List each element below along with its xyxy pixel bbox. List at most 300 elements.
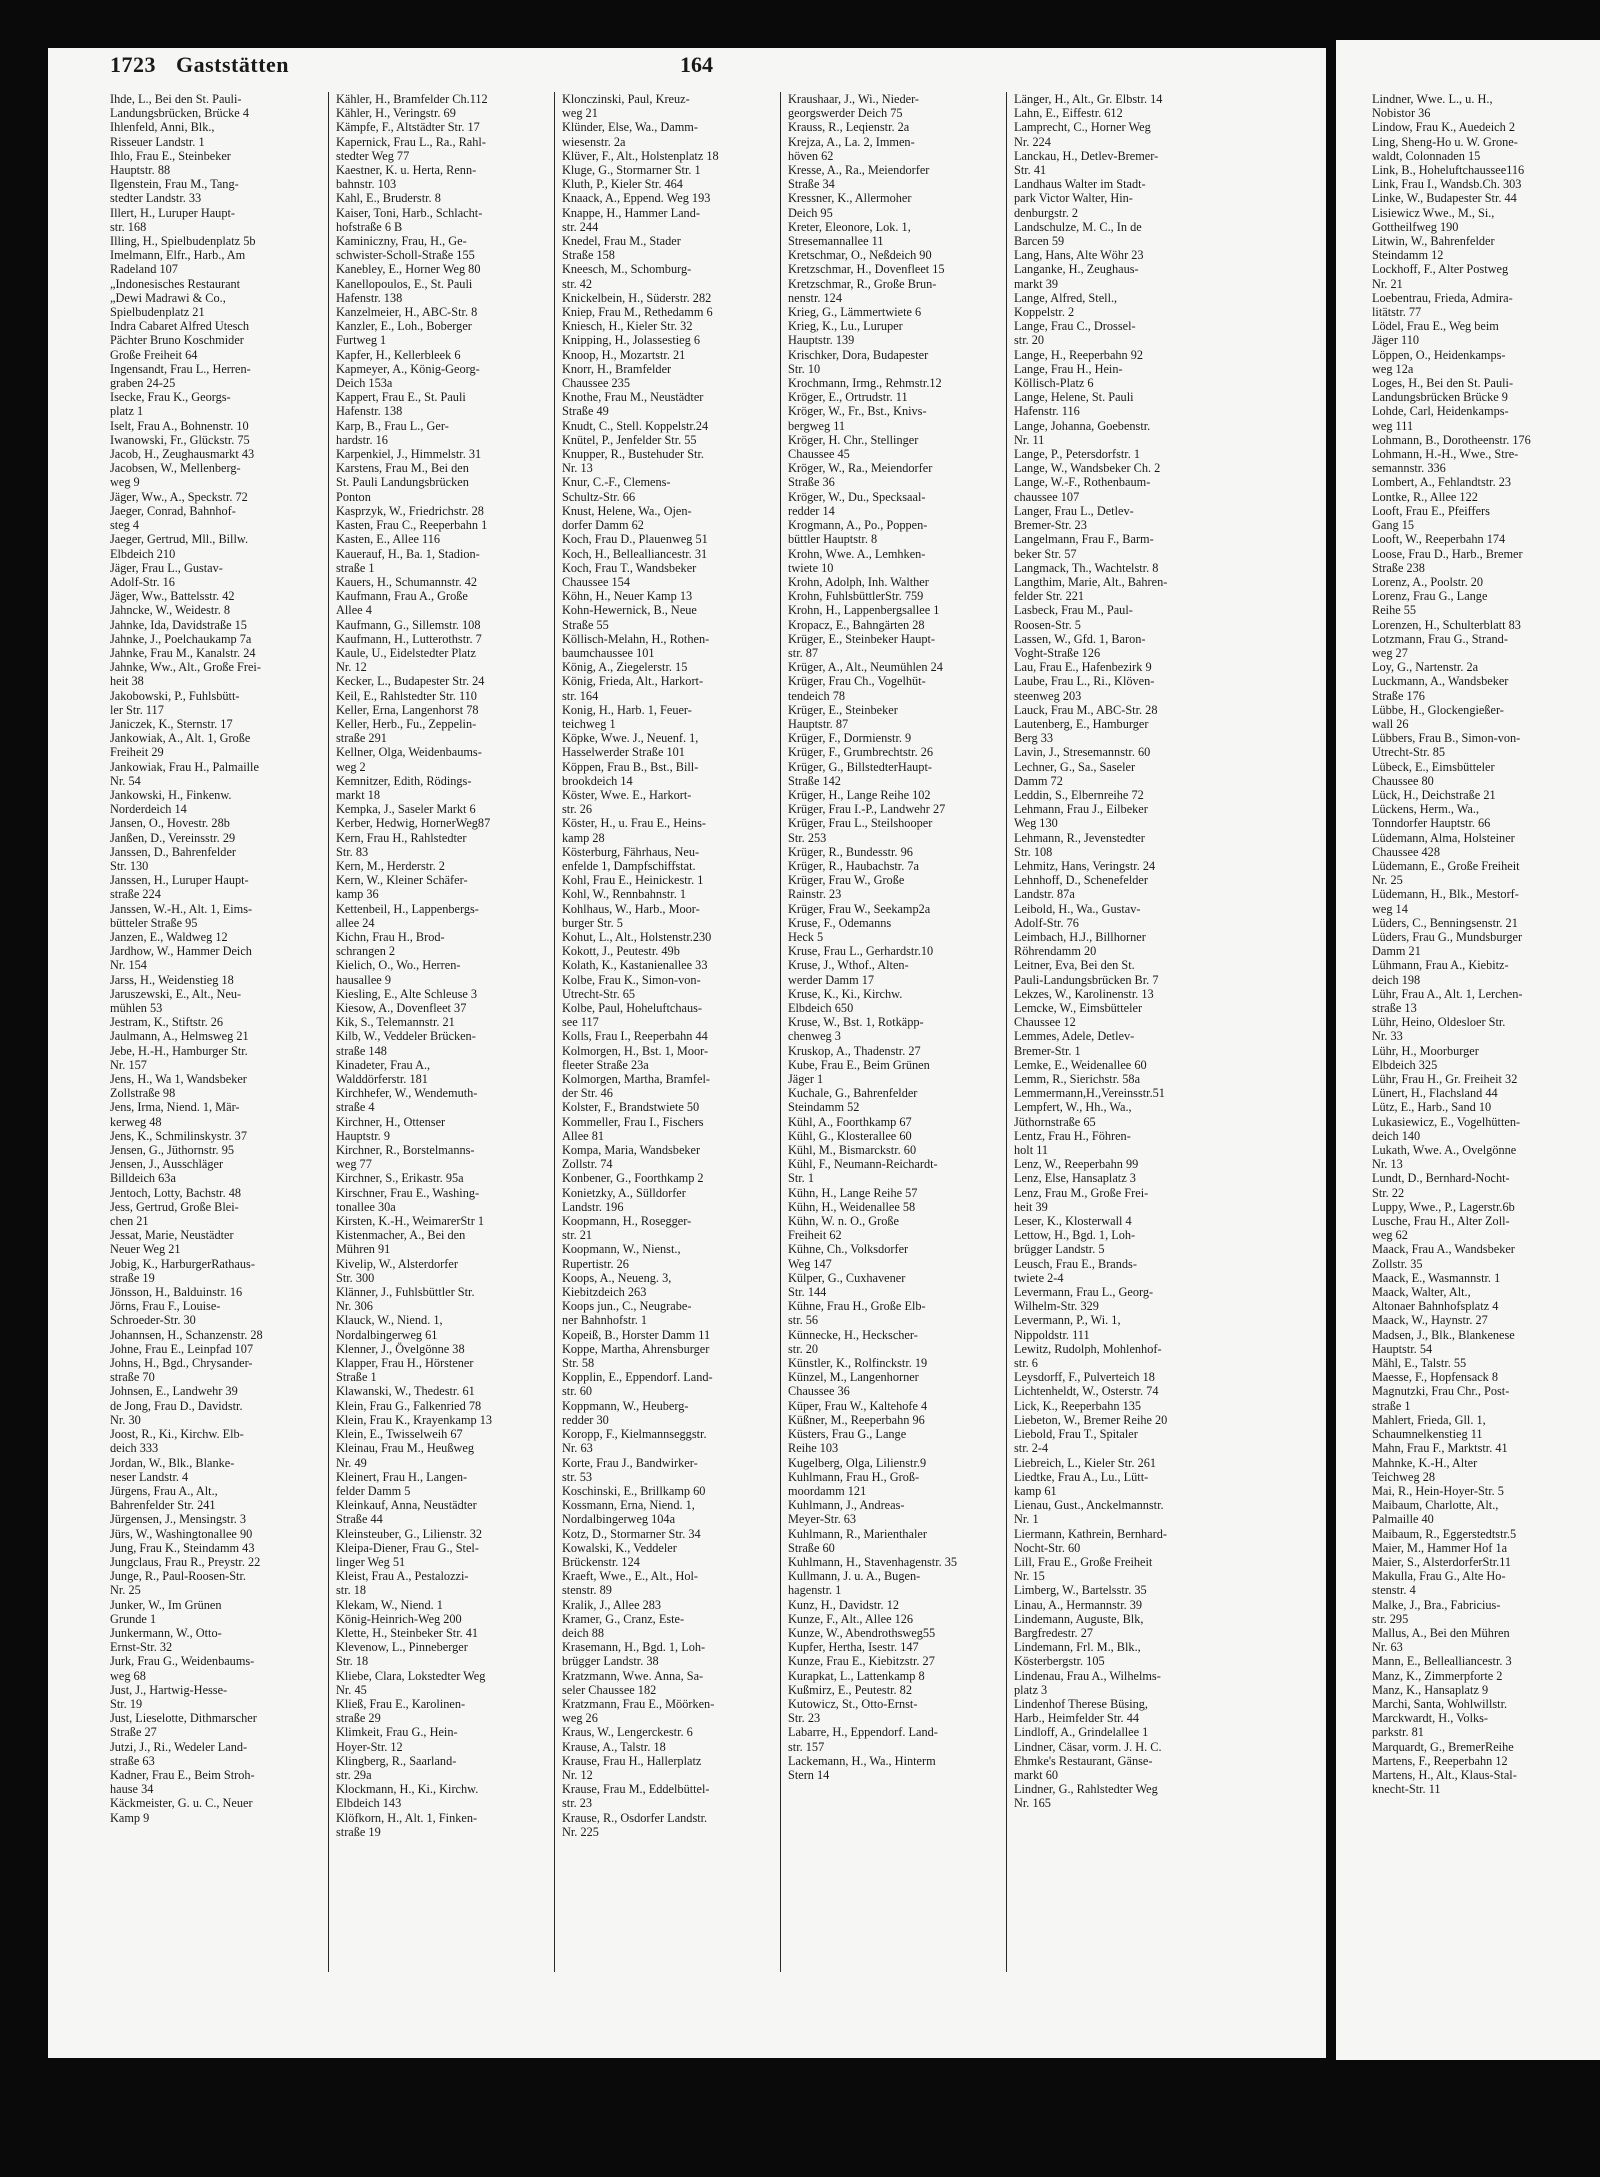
directory-entry-line: „Dewi Madrawi & Co.,: [110, 290, 226, 305]
directory-entry-line: Landstr. 87a: [1014, 887, 1075, 902]
directory-entry-line: Klein, Frau K., Krayenkamp 13: [336, 1412, 493, 1427]
directory-entry-line: Straße 1: [336, 1370, 377, 1385]
directory-entry-line: straße 19: [110, 1270, 155, 1285]
directory-entry-line: Langmack, Th., Wachtelstr. 8: [1014, 560, 1159, 575]
directory-entry-line: Jüthornstraße 65: [1014, 1114, 1096, 1129]
directory-entry-line: König, Frieda, Alt., Harkort-: [562, 674, 704, 689]
directory-entry-line: Straße 176: [1372, 688, 1425, 703]
directory-entry-line: Kivelip, W., Alsterdorfer: [336, 1256, 458, 1271]
directory-entry-line: str. 21: [562, 1228, 593, 1243]
directory-entry-line: Langer, Frau L., Detlev-: [1014, 503, 1134, 518]
directory-entry-line: Krüger, A., Alt., Neumühlen 24: [788, 660, 943, 675]
directory-entry-line: Langthim, Marie, Alt., Bahren-: [1014, 574, 1168, 589]
directory-entry-line: Keil, E., Rahlstedter Str. 110: [336, 688, 477, 703]
directory-entry-line: Chaussee 36: [788, 1384, 850, 1399]
directory-entry-line: straße 224: [110, 887, 161, 902]
column-divider: [1006, 92, 1007, 1972]
directory-entry-line: Kerber, Hedwig, HornerWeg87: [336, 816, 491, 831]
directory-entry-line: Elbdeich 325: [1372, 1057, 1438, 1072]
directory-entry-line: Lorenz, Frau G., Lange: [1372, 589, 1488, 604]
directory-entry-line: Krieg, G., Lämmertwiete 6: [788, 305, 922, 320]
directory-entry-line: Lindner, Cäsar, vorm. J. H. C.: [1014, 1739, 1162, 1754]
directory-entry-line: Janßen, D., Vereinsstr. 29: [110, 830, 236, 845]
directory-entry-line: weg 27: [1372, 645, 1408, 660]
directory-entry-line: Knoop, H., Mozartstr. 21: [562, 347, 686, 362]
directory-entry-line: fleeter Straße 23a: [562, 1057, 649, 1072]
directory-entry-line: Köster, Wwe. E., Harkort-: [562, 787, 692, 802]
directory-entry-line: Lackemann, H., Wa., Hinterm: [788, 1753, 936, 1768]
directory-entry-line: Lüdemann, E., Große Freiheit: [1372, 858, 1520, 873]
directory-entry-line: Kressner, K., Allermoher: [788, 191, 912, 206]
directory-entry-line: Kern, Frau H., Rahlstedter: [336, 830, 467, 845]
directory-entry-line: felder Str. 221: [1014, 589, 1085, 604]
directory-entry-line: Konbener, G., Foorthkamp 2: [562, 1171, 704, 1186]
directory-entry-line: Kruse, K., Ki., Kirchw.: [788, 986, 903, 1001]
directory-entry-line: Lehmann, Frau J., Eilbeker: [1014, 802, 1148, 817]
directory-entry-line: Kleinau, Frau M., Heußweg: [336, 1441, 474, 1456]
directory-entry-line: Lange, W., Wandsbeker Ch. 2: [1014, 461, 1161, 476]
directory-entry-line: Nr. 25: [1372, 873, 1403, 888]
directory-entry-line: markt 60: [1014, 1767, 1059, 1782]
column-divider: [780, 92, 781, 1972]
directory-entry-line: Brückenstr. 124: [562, 1554, 640, 1569]
directory-entry-line: Kanzelmeier, H., ABC-Str. 8: [336, 305, 478, 320]
directory-entry-line: Kuhlmann, H., Stavenhagenstr. 35: [788, 1554, 958, 1569]
directory-entry-line: Str. 130: [110, 858, 149, 873]
directory-entry-line: teichweg 1: [562, 716, 616, 731]
directory-entry-line: Krüger, Frau W., Seekamp2a: [788, 901, 931, 916]
directory-entry-line: Kadner, Frau E., Beim Stroh-: [110, 1767, 255, 1782]
directory-entry-line: Utrecht-Str. 65: [562, 986, 636, 1001]
directory-entry-line: Hauptstr. 139: [788, 333, 855, 348]
directory-entry-line: Straße 44: [336, 1512, 383, 1527]
directory-entry-line: Str. 108: [1014, 844, 1053, 859]
directory-entry-line: Langelmann, Frau F., Barm-: [1014, 532, 1154, 547]
directory-entry-line: Kraushaar, J., Wi., Nieder-: [788, 92, 920, 106]
directory-entry-line: Lill, Frau E., Große Freiheit: [1014, 1554, 1153, 1569]
directory-entry-line: steg 4: [110, 518, 140, 533]
directory-entry-line: platz 3: [1014, 1682, 1048, 1697]
directory-entry-line: Lohde, Carl, Heidenkamps-: [1372, 404, 1509, 419]
directory-entry-line: Lassen, W., Gfd. 1, Baron-: [1014, 631, 1146, 646]
directory-entry-line: Lindloff, A., Grindelallee 1: [1014, 1725, 1149, 1740]
directory-entry-line: Jens, Irma, Niend. 1, Mär-: [110, 1100, 240, 1115]
directory-entry-line: Kruse, Frau L., Gerhardstr.10: [788, 944, 934, 959]
directory-entry-line: Lange, Helene, St. Pauli: [1014, 390, 1134, 405]
directory-entry-line: nenstr. 124: [788, 290, 842, 305]
directory-entry-line: Nr. 154: [110, 958, 147, 973]
directory-entry-line: Kiesow, A., Dovenfleet 37: [336, 1001, 467, 1015]
directory-entry-line: linger Weg 51: [336, 1554, 406, 1569]
directory-entry-line: Klöfkorn, H., Alt. 1, Finken-: [336, 1810, 478, 1825]
directory-entry-line: Jahnke, Frau M., Kanalstr. 24: [110, 645, 256, 660]
directory-entry-line: Kuhlmann, R., Marienthaler: [788, 1526, 927, 1541]
directory-entry-line: straße 29: [336, 1711, 381, 1726]
directory-entry-line: straße 291: [336, 731, 387, 746]
directory-entry-line: Koschinski, E., Brillkamp 60: [562, 1483, 706, 1498]
directory-entry-line: Krohn, Wwe. A., Lemhken-: [788, 546, 926, 561]
directory-entry-line: Kleist, Frau A., Pestalozzi-: [336, 1569, 469, 1584]
directory-entry-line: straße 63: [110, 1753, 155, 1768]
directory-entry-line: Kraeft, Wwe., E., Alt., Hol-: [562, 1569, 699, 1584]
directory-entry-line: Kempka, J., Saseler Markt 6: [336, 802, 476, 817]
directory-entry-line: Radeland 107: [110, 262, 178, 277]
directory-entry-line: Lick, K., Reeperbahn 135: [1014, 1398, 1142, 1413]
directory-entry-line: Kuhlmann, Frau H., Groß-: [788, 1469, 920, 1484]
directory-entry-line: Lisiewicz Wwe., M., Si.,: [1372, 205, 1495, 220]
directory-entry-line: Klenner, J., Övelgönne 38: [336, 1341, 465, 1356]
directory-entry-line: straße 19: [336, 1824, 381, 1839]
directory-entry-line: Kniep, Frau M., Rethedamm 6: [562, 305, 713, 320]
directory-entry-line: str. 60: [562, 1384, 593, 1399]
directory-entry-line: Krohn, Adolph, Inh. Walther: [788, 574, 929, 589]
directory-entry-line: straße 13: [1372, 1001, 1417, 1015]
directory-entry-line: Nr. 30: [110, 1412, 141, 1427]
directory-entry-line: Jaulmann, A., Helmsweg 21: [110, 1029, 249, 1044]
directory-entry-line: Kruskop, A., Thadenstr. 27: [788, 1043, 921, 1058]
directory-entry-line: der Str. 46: [562, 1086, 613, 1101]
directory-entry-line: Krogmann, A., Po., Poppen-: [788, 518, 928, 533]
directory-entry-line: Kröger, E., Ortrudstr. 11: [788, 390, 908, 405]
directory-entry-line: Lüders, C., Benningsenstr. 21: [1372, 915, 1518, 930]
directory-entry-line: Steindamm 52: [788, 1100, 860, 1115]
directory-entry-line: Jordan, W., Blk., Blanke-: [110, 1455, 235, 1470]
directory-entry-line: Nr. 157: [110, 1057, 147, 1072]
directory-entry-line: str. 53: [562, 1469, 593, 1484]
directory-entry-line: Lanckau, H., Detlev-Bremer-: [1014, 148, 1159, 163]
directory-entry-line: Deich 153a: [336, 376, 393, 391]
directory-entry-line: Lewitz, Rudolph, Mohlenhof-: [1014, 1341, 1162, 1356]
directory-entry-line: Ingensandt, Frau L., Herren-: [110, 361, 251, 376]
directory-entry-line: Lasbeck, Frau M., Paul-: [1014, 603, 1133, 618]
directory-entry-line: Maier, M., Hammer Hof 1a: [1372, 1540, 1508, 1555]
directory-entry-line: Kniesch, H., Kieler Str. 32: [562, 319, 693, 334]
directory-entry-line: hofstraße 6 B: [336, 219, 403, 234]
directory-entry-line: Lehmitz, Hans, Veringstr. 24: [1014, 858, 1156, 873]
directory-entry-line: Nr. 45: [336, 1682, 367, 1697]
directory-entry-line: weg 26: [562, 1711, 598, 1726]
directory-entry-line: Heck 5: [788, 929, 824, 944]
directory-entry-line: kamp 36: [336, 887, 379, 902]
directory-entry-line: Roosen-Str. 5: [1014, 617, 1081, 632]
directory-entry-line: Landschulze, M. C., In de: [1014, 219, 1142, 234]
directory-entry-line: Looft, W., Reeperbahn 174: [1372, 532, 1506, 547]
directory-entry-line: Lübbe, H., Glockengießer-: [1372, 702, 1504, 717]
directory-entry-line: Bremer-Str. 23: [1014, 518, 1087, 533]
directory-entry-line: Landstr. 196: [562, 1199, 624, 1214]
directory-entry-line: Lienau, Gust., Anckelmannstr.: [1014, 1498, 1164, 1513]
directory-entry-line: Str. 58: [562, 1356, 595, 1371]
directory-entry-line: Lödel, Frau E., Weg beim: [1372, 319, 1499, 334]
directory-entry-line: Lühmann, Frau A., Kiebitz-: [1372, 958, 1509, 973]
directory-entry-line: Jobig, K., HarburgerRathaus-: [110, 1256, 255, 1271]
directory-entry-line: Klingberg, R., Saarland-: [336, 1753, 457, 1768]
directory-entry-line: heit 39: [1014, 1199, 1048, 1214]
directory-entry-line: büttler Hauptstr. 8: [788, 532, 878, 547]
directory-entry-line: stedter Weg 77: [336, 148, 410, 163]
directory-entry-line: Nr. 1: [1014, 1512, 1039, 1527]
directory-entry-line: Jess, Gertrud, Große Blei-: [110, 1199, 239, 1214]
directory-entry-line: Weg 130: [1014, 816, 1058, 831]
directory-entry-line: Jäger, Frau L., Gustav-: [110, 560, 223, 575]
directory-entry-line: Jäger 1: [788, 1072, 824, 1087]
directory-entry-line: Hauptstr. 9: [336, 1128, 390, 1143]
directory-entry-line: Magnutzki, Frau Chr., Post-: [1372, 1384, 1510, 1399]
directory-entry-line: Damm 72: [1014, 773, 1063, 788]
directory-entry-line: Weg 147: [788, 1256, 832, 1271]
directory-entry-line: Liermann, Kathrein, Bernhard-: [1014, 1526, 1167, 1541]
directory-entry-line: Jürgens, Frau A., Alt.,: [110, 1483, 218, 1498]
directory-entry-line: de Jong, Frau D., Davidstr.: [110, 1398, 243, 1413]
directory-entry-line: Lühr, H., Moorburger: [1372, 1043, 1479, 1058]
directory-entry-line: Kolbe, Paul, Hoheluftchaus-: [562, 1001, 703, 1015]
directory-entry-line: Krüger, Frau L., Steilshooper: [788, 816, 933, 831]
directory-entry-line: Just, J., Hartwig-Hesse-: [110, 1682, 228, 1697]
directory-entry-line: Kratzmann, Frau E., Möörken-: [562, 1696, 715, 1711]
directory-entry-line: Str. 18: [336, 1654, 369, 1669]
directory-entry-line: brügger Landstr. 38: [562, 1654, 659, 1669]
directory-entry-line: Lehnhoff, D., Schenefelder: [1014, 873, 1148, 888]
directory-entry-line: weg 77: [336, 1157, 372, 1172]
directory-entry-line: Klimkeit, Frau G., Hein-: [336, 1725, 458, 1740]
directory-entry-line: Koch, Frau T., Wandsbeker: [562, 560, 697, 575]
directory-entry-line: Liebreich, L., Kieler Str. 261: [1014, 1455, 1157, 1470]
directory-entry-line: Spielbudenplatz 21: [110, 305, 205, 320]
directory-entry-line: Krüger, H., Lange Reihe 102: [788, 787, 931, 802]
directory-entry-line: Lückens, Herm., Wa.,: [1372, 802, 1480, 817]
directory-entry-line: Länger, H., Alt., Gr. Elbstr. 14: [1014, 92, 1163, 106]
directory-entry-line: Kolmorgen, Martha, Bramfel-: [562, 1072, 710, 1087]
directory-entry-line: Lütz, E., Harb., Sand 10: [1372, 1100, 1492, 1115]
directory-entry-line: Lorenzen, H., Schulterblatt 83: [1372, 617, 1521, 632]
directory-entry-line: hardstr. 16: [336, 432, 388, 447]
directory-entry-line: Lavin, J., Stresemannstr. 60: [1014, 745, 1151, 760]
directory-entry-line: deich 198: [1372, 972, 1421, 987]
directory-entry-line: Mahnke, K.-H., Alter: [1372, 1455, 1478, 1470]
directory-entry-line: Krause, Frau H., Hallerplatz: [562, 1753, 702, 1768]
directory-entry-line: deich 88: [562, 1625, 605, 1640]
directory-entry-line: Nocht-Str. 60: [1014, 1540, 1081, 1555]
directory-entry-line: chaussee 107: [1014, 489, 1080, 504]
directory-entry-line: Kühl, M., Bismarckstr. 60: [788, 1143, 917, 1158]
directory-entry-line: Damm 21: [1372, 944, 1421, 959]
directory-entry-line: Krohn, H., Lappenbergsallee 1: [788, 603, 940, 618]
directory-entry-line: Nippoldstr. 111: [1014, 1327, 1090, 1342]
directory-entry-line: Krauss, R., Leqienstr. 2a: [788, 120, 910, 135]
directory-entry-line: brookdeich 14: [562, 773, 633, 788]
directory-entry-line: Kliebe, Clara, Lokstedter Weg: [336, 1668, 486, 1683]
directory-entry-line: Rupertistr. 26: [562, 1256, 629, 1271]
directory-entry-line: Pauli-Landungsbrücken Br. 7: [1014, 972, 1159, 987]
directory-entry-line: baumchaussee 101: [562, 645, 655, 660]
directory-entry-line: Freiheit 29: [110, 745, 164, 760]
directory-entry-line: Marchi, Santa, Wohlwillstr.: [1372, 1696, 1508, 1711]
directory-entry-line: Leser, K., Klosterwall 4: [1014, 1214, 1132, 1229]
directory-entry-line: Liedtke, Frau A., Lu., Lütt-: [1014, 1469, 1149, 1484]
directory-entry-line: Kapfer, H., Kellerbleek 6: [336, 347, 461, 362]
directory-entry-line: Joost, R., Ki., Kirchw. Elb-: [110, 1427, 244, 1442]
directory-entry-line: Lohmann, H.-H., Wwe., Stre-: [1372, 447, 1519, 462]
directory-entry-line: Koch, Frau D., Plauenweg 51: [562, 532, 708, 547]
directory-entry-line: Keller, Herb., Fu., Zeppelin-: [336, 716, 477, 731]
directory-entry-line: str. 23: [562, 1796, 593, 1811]
directory-entry-line: Straße 55: [562, 617, 609, 632]
directory-entry-line: Illing, H., Spielbudenplatz 5b: [110, 234, 256, 249]
directory-entry-line: Kanzler, E., Loh., Boberger: [336, 319, 472, 334]
directory-entry-line: Kühn, H., Weidenallee 58: [788, 1199, 916, 1214]
directory-entry-line: Klonczinski, Paul, Kreuz-: [562, 92, 690, 106]
directory-entry-line: Jaruszewski, E., Alt., Neu-: [110, 986, 242, 1001]
directory-entry-line: georgswerder Deich 75: [788, 106, 903, 121]
directory-entry-line: Jutzi, J., Ri., Wedeler Land-: [110, 1739, 248, 1754]
directory-entry-line: Kanebley, E., Horner Weg 80: [336, 262, 481, 277]
directory-entry-line: Kistenmacher, A., Bei den: [336, 1228, 466, 1243]
directory-entry-line: markt 18: [336, 787, 381, 802]
directory-entry-line: Str. 10: [788, 361, 821, 376]
directory-entry-line: Ihlo, Frau E., Steinbeker: [110, 148, 231, 163]
directory-entry-line: Jung, Frau K., Steindamm 43: [110, 1540, 255, 1555]
directory-entry-line: str. 20: [1014, 333, 1045, 348]
directory-entry-line: Leimbach, H.J., Billhorner: [1014, 929, 1146, 944]
directory-entry-line: Kunze, F., Alt., Allee 126: [788, 1611, 914, 1626]
directory-entry-line: Johns, H., Bgd., Chrysander-: [110, 1356, 253, 1371]
directory-entry-line: Korte, Frau J., Bandwirker-: [562, 1455, 698, 1470]
directory-entry-line: Janiczek, K., Sternstr. 17: [110, 716, 233, 731]
directory-entry-line: straße 148: [336, 1043, 387, 1058]
directory-entry-line: Kompa, Maria, Wandsbeker: [562, 1143, 701, 1158]
directory-entry-line: Mühren 91: [336, 1242, 391, 1257]
directory-entry-line: Maack, W., Haynstr. 27: [1372, 1313, 1488, 1328]
directory-entry-line: Lange, Frau C., Drossel-: [1014, 319, 1136, 334]
directory-entry-line: Straße 34: [788, 177, 835, 192]
directory-entry-line: Jankowiak, Frau H., Palmaille: [110, 759, 259, 774]
directory-entry-line: höven 62: [788, 148, 834, 163]
directory-entry-line: Lübeck, E., Eimsbütteler: [1372, 759, 1495, 774]
directory-entry-line: Jörns, Frau F., Louise-: [110, 1299, 221, 1314]
directory-entry-line: tonallee 30a: [336, 1199, 396, 1214]
directory-entry-line: Jacob, H., Zeughausmarkt 43: [110, 447, 255, 462]
directory-entry-line: Krause, R., Osdorfer Landstr.: [562, 1810, 708, 1825]
directory-entry-line: denburgstr. 2: [1014, 205, 1078, 220]
directory-entry-line: Lemmermann,H.,Vereinsstr.51: [1014, 1086, 1165, 1101]
directory-entry-line: Lemke, E., Weidenallee 60: [1014, 1057, 1147, 1072]
directory-entry-line: Jankowski, H., Finkenw.: [110, 787, 232, 802]
directory-entry-line: Knur, C.-F., Clemens-: [562, 475, 671, 490]
directory-entry-line: knecht-Str. 11: [1372, 1782, 1441, 1797]
directory-entry-line: Kullmann, J. u. A., Bugen-: [788, 1569, 921, 1584]
directory-entry-line: tendeich 78: [788, 688, 846, 703]
directory-entry-line: Kruse, W., Bst. 1, Rotkäpp-: [788, 1015, 924, 1030]
directory-entry-line: Kämpfe, F., Altstädter Str. 17: [336, 120, 480, 135]
directory-entry-line: Kirsten, K.-H., WeimarerStr 1: [336, 1214, 485, 1229]
directory-entry-line: Krüger, R., Bundesstr. 96: [788, 844, 913, 859]
directory-entry-line: Kleinsteuber, G., Lilienstr. 32: [336, 1526, 483, 1541]
directory-entry-line: Kirchhefer, W., Wendemuth-: [336, 1086, 478, 1101]
directory-entry-line: Klekam, W., Niend. 1: [336, 1597, 443, 1612]
directory-entry-line: Küper, Frau W., Kaltehofe 4: [788, 1398, 928, 1413]
directory-entry-line: Kließ, Frau E., Karolinen-: [336, 1696, 466, 1711]
directory-entry-line: hause 34: [110, 1782, 154, 1797]
directory-entry-line: Kirchner, S., Erikastr. 95a: [336, 1171, 464, 1186]
directory-entry-line: Kunze, W., Abendrothsweg55: [788, 1625, 936, 1640]
directory-entry-line: str. 168: [110, 219, 147, 234]
directory-entry-line: Klawanski, W., Thedestr. 61: [336, 1384, 475, 1399]
directory-entry-line: str. 6: [1014, 1356, 1038, 1371]
directory-entry-line: Manz, K., Zimmerpforte 2: [1372, 1668, 1503, 1683]
directory-entry-line: str. 56: [788, 1313, 819, 1328]
directory-entry-line: werder Damm 17: [788, 972, 875, 987]
directory-entry-line: Kaufmann, H., Lutterothstr. 7: [336, 631, 482, 646]
directory-entry-line: Kaminiczny, Frau, H., Ge-: [336, 234, 467, 249]
directory-entry-line: Lombert, A., Fehlandtstr. 23: [1372, 475, 1512, 490]
directory-entry-line: Kern, M., Herderstr. 2: [336, 858, 445, 873]
directory-entry-line: Küßner, M., Reeperbahn 96: [788, 1412, 925, 1427]
directory-entry-line: Kreter, Eleonore, Lok. 1,: [788, 219, 911, 234]
directory-entry-line: Klauck, W., Niend. 1,: [336, 1313, 443, 1328]
directory-entry-line: Kopplin, E., Eppendorf. Land-: [562, 1370, 713, 1385]
directory-entry-line: Linke, W., Budapester Str. 44: [1372, 191, 1517, 206]
directory-entry-line: Billdeich 63a: [110, 1171, 176, 1186]
directory-entry-line: Knorr, H., Bramfelder: [562, 361, 672, 376]
directory-entry-line: Lechner, G., Sa., Saseler: [1014, 759, 1136, 774]
section-title: Gaststätten: [176, 52, 290, 77]
directory-entry-line: litätstr. 77: [1372, 305, 1422, 320]
directory-entry-line: Kühn, H., Lange Reihe 57: [788, 1185, 918, 1200]
directory-entry-line: heit 38: [110, 674, 144, 689]
directory-entry-line: Palmaille 40: [1372, 1512, 1434, 1527]
directory-entry-line: Junker, W., Im Grünen: [110, 1597, 222, 1612]
directory-entry-line: weg 2: [336, 759, 366, 774]
directory-entry-line: Maier, S., AlsterdorferStr.11: [1372, 1554, 1512, 1569]
directory-entry-line: Linau, A., Hermannstr. 39: [1014, 1597, 1143, 1612]
directory-entry-line: Kußmirz, E., Peutestr. 82: [788, 1682, 912, 1697]
directory-entry-line: Krejza, A., La. 2, Immen-: [788, 134, 915, 149]
directory-entry-line: Lüdemann, H., Blk., Mestorf-: [1372, 887, 1519, 902]
page-number: 1723: [110, 52, 156, 77]
directory-entry-line: Konietzky, A., Sülldorfer: [562, 1185, 686, 1200]
directory-entry-line: Krüger, R., Haubachstr. 7a: [788, 858, 919, 873]
column-1: [110, 92, 322, 1825]
directory-entry-line: Lentz, Frau H., Föhren-: [1014, 1128, 1131, 1143]
directory-entry-line: Lühr, Frau H., Gr. Freiheit 32: [1372, 1072, 1518, 1087]
directory-entry-line: Kruse, F., Odemanns: [788, 915, 892, 930]
directory-entry-line: Lindner, G., Rahlstedter Weg: [1014, 1782, 1158, 1797]
directory-entry-line: str. 2-4: [1014, 1441, 1049, 1456]
directory-entry-line: Lotzmann, Frau G., Strand-: [1372, 631, 1508, 646]
directory-entry-line: König-Heinrich-Weg 200: [336, 1611, 462, 1626]
directory-entry-line: Maack, Walter, Alt.,: [1372, 1285, 1471, 1300]
directory-entry-line: Knupper, R., Bustehuder Str.: [562, 447, 704, 462]
directory-entry-line: neser Landstr. 4: [110, 1469, 189, 1484]
directory-entry-line: Jaeger, Gertrud, Mll., Billw.: [110, 532, 249, 547]
directory-entry-line: deich 333: [110, 1441, 159, 1456]
directory-entry-line: Jarss, H., Weidenstieg 18: [110, 972, 234, 987]
directory-entry-line: Kähler, H., Veringstr. 69: [336, 106, 456, 121]
directory-entry-line: Küsters, Frau G., Lange: [788, 1427, 907, 1442]
directory-entry-line: kerweg 48: [110, 1114, 162, 1129]
directory-entry-line: Kasprzyk, W., Friedrichstr. 28: [336, 503, 484, 518]
directory-entry-line: Lorenz, A., Poolstr. 20: [1372, 574, 1484, 589]
directory-entry-line: Johnsen, E., Landwehr 39: [110, 1384, 238, 1399]
directory-entry-line: Bahrenfelder Str. 241: [110, 1498, 216, 1513]
directory-entry-line: Bremer-Str. 1: [1014, 1043, 1081, 1058]
directory-entry-line: str. 29a: [336, 1767, 372, 1782]
directory-entry-line: Nr. 15: [1014, 1569, 1045, 1584]
directory-entry-line: Str. 19: [110, 1696, 143, 1711]
directory-entry-line: twiete 2-4: [1014, 1270, 1064, 1285]
column-3: [562, 92, 774, 1839]
directory-entry-line: Reihe 103: [788, 1441, 839, 1456]
